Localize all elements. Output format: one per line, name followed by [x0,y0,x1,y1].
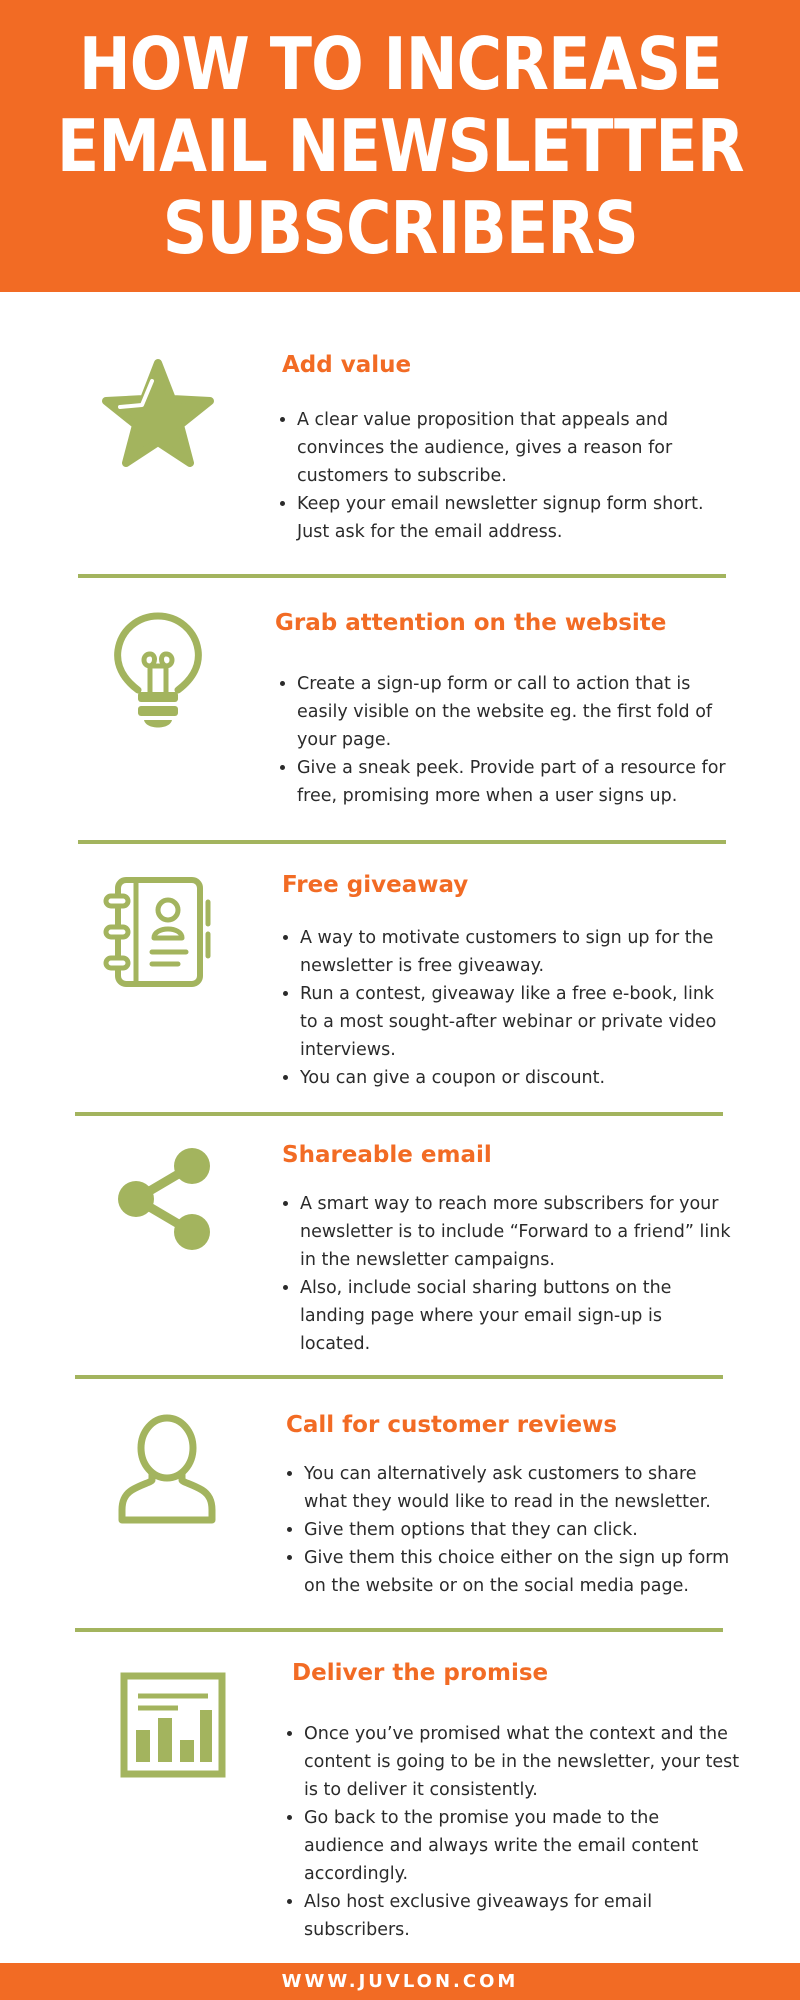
star-icon [98,355,218,475]
page-title [57,23,744,269]
list-item: • Give a sneak peek. Provide part of a resource for free, promising more when a user signs up. [297,754,727,810]
footer-website-link[interactable]: WWW.JUVLON.COM [281,1971,519,1992]
lightbulb-icon [100,608,220,738]
section-divider [75,1112,723,1116]
section-title: Free giveaway [282,872,469,898]
list-item: • Once you’ve promised what the context and the content is going to be in the newsletter, your test is to deliver it consistently. [304,1720,744,1804]
list-item: • Give them this choice either on the sign up form on the website or on the social media page. [304,1544,744,1600]
list-item: • You can alternatively ask customers to share what they would like to read in the newsletter. [304,1460,744,1516]
list-item: • Run a contest, giveaway like a free e-book, link to a most sought-after webinar or private video interviews. [300,980,730,1064]
contact-book-icon [100,872,220,992]
section-divider [75,1375,723,1379]
section-divider [78,574,726,578]
section-free-giveaway [0,870,800,1110]
bullet-list [284,1460,744,1600]
bullet-list [284,1720,744,1944]
section-title: Call for customer reviews [286,1412,618,1438]
bullet-list [280,924,730,1092]
section-divider [75,1628,723,1632]
list-item: • Also host exclusive giveaways for email subscribers. [304,1888,744,1944]
section-add-value [0,350,800,580]
bar-chart-report-icon [118,1670,228,1780]
page-title-line-2: EMAIL NEWSLETTER [56,104,744,188]
section-customer-reviews [0,1410,800,1650]
user-icon [112,1410,222,1530]
list-item: • A smart way to reach more subscribers for your newsletter is to include “Forward to a friend” link in the newsletter campaigns. [300,1190,732,1274]
section-grab-attention [0,608,800,838]
list-item: • Give them options that they can click. [304,1516,744,1544]
list-item: • Also, include social sharing buttons on the landing page where your email sign-up is located. [300,1274,732,1358]
list-item: • A way to motivate customers to sign up for the newsletter is free giveaway. [300,924,730,980]
footer-bar [0,1963,800,2000]
header-banner [0,0,800,292]
bullet-list [277,406,727,546]
bullet-list [280,1190,732,1358]
section-title: Grab attention on the website [275,610,667,636]
bullet-list [277,670,727,810]
section-title: Shareable email [282,1142,492,1168]
share-icon [110,1144,220,1254]
section-divider [78,840,726,844]
list-item: • You can give a coupon or discount. [300,1064,730,1092]
section-deliver-promise [0,1658,800,1958]
list-item: • Keep your email newsletter signup form short. Just ask for the email address. [297,490,727,546]
section-title: Deliver the promise [292,1660,549,1686]
list-item: • A clear value proposition that appeals and convinces the audience, gives a reason for customers to subscribe. [297,406,727,490]
section-title: Add value [282,352,412,378]
list-item: • Go back to the promise you made to the audience and always write the email content accordingly. [304,1804,744,1888]
list-item: • Create a sign-up form or call to action that is easily visible on the website eg. the first fold of your page. [297,670,727,754]
page-title-line-3: SUBSCRIBERS [162,186,638,270]
section-shareable-email [0,1140,800,1380]
page-title-line-1: HOW TO INCREASE [78,22,722,106]
